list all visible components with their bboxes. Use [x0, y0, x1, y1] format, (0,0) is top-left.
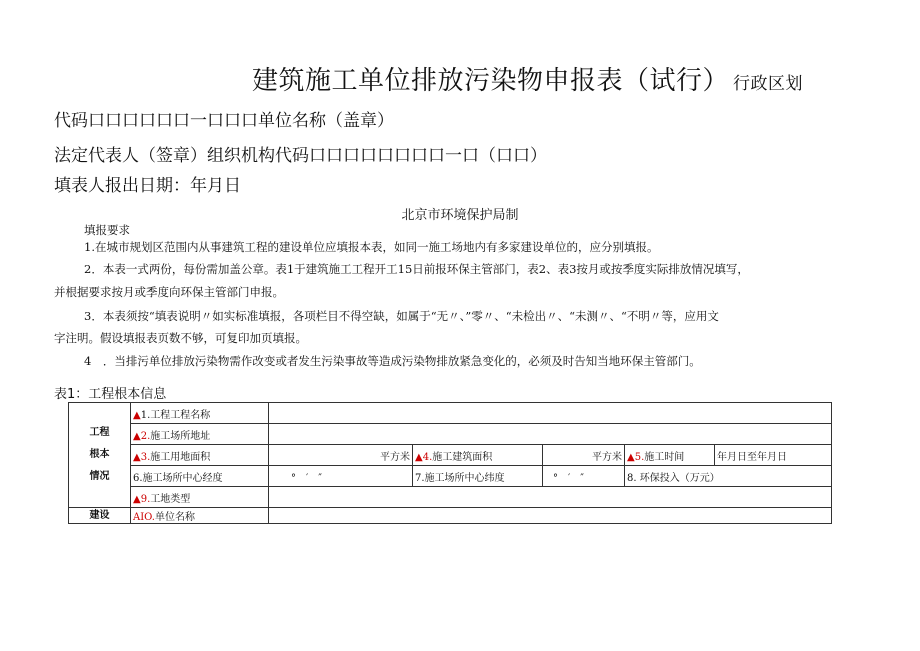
- issuing-authority: 北京市环境保护局制: [401, 208, 519, 223]
- unit-name-input[interactable]: [269, 508, 832, 524]
- field-label-unit-name: AIO.单位名称: [131, 508, 269, 524]
- field-label-project-name: ▲1.工程工程名称: [131, 403, 269, 424]
- form-title: 建筑施工单位排放污染物申报表（试行） 行政区划: [252, 66, 804, 96]
- requirement-item: 3．本表须按“填表说明〃如实标准填报，各项栏目不得空缺，如属于“无〃、”零〃、“未检出〃、“未测〃、“不明〃等，应用文: [84, 309, 719, 323]
- site-type-input[interactable]: [269, 487, 832, 508]
- header-line-representative: 法定代表人（签章）组织机构代码口口口口口口口口一口（口口）: [54, 146, 547, 166]
- header-line-code: 代码口口口口口口一口口口单位名称（盖章）: [54, 111, 394, 131]
- latitude-input[interactable]: ° ′ ″: [543, 466, 625, 487]
- project-info-table: [68, 402, 832, 524]
- requirements-heading: 填报要求: [84, 223, 130, 237]
- construction-period-input[interactable]: 年月日至年月日: [715, 445, 832, 466]
- section-label-project: 工程 根本 情况: [69, 403, 131, 508]
- build-area-input[interactable]: [543, 445, 625, 466]
- site-address-input[interactable]: [269, 424, 832, 445]
- field-label-site-address: ▲2.施工场所地址: [131, 424, 269, 445]
- field-label-land-area: ▲3.施工用地面积: [131, 445, 269, 466]
- requirement-item-continued: 字注明。假设填报表页数不够，可复印加页填报。: [54, 331, 307, 345]
- project-name-input[interactable]: [269, 403, 832, 424]
- field-label-construction-period: ▲5.施工时间: [625, 445, 715, 466]
- table-row: [69, 508, 832, 524]
- table-row: [69, 487, 832, 508]
- field-label-latitude: 7.施工场所中心纬度: [413, 466, 543, 487]
- table1-caption: 表1：工程根本信息: [54, 387, 167, 402]
- unit-label: 平方米: [380, 451, 410, 463]
- section-label-builder: 建设: [69, 508, 131, 524]
- requirement-item-continued: 并根据要求按月或季度向环保主管部门申报。: [54, 285, 284, 299]
- requirement-item: 4 ．当排污单位排放污染物需作改变或者发生污染事故等造成污染物排放紧急变化的，必须及时告知当地环保主管部门。: [84, 354, 701, 368]
- header-line-date: 填表人报出日期：年月日: [54, 176, 241, 196]
- requirement-item: 2．本表一式两份，每份需加盖公章。表1于建筑施工工程开工15日前报环保主管部门，表2、表3按月或按季度实际排放情况填写，: [84, 262, 749, 276]
- table-row: [69, 403, 832, 424]
- table-row: [69, 424, 832, 445]
- field-label-longitude: 6.施工场所中心经度: [131, 466, 269, 487]
- field-label-investment: 8. 环保投入（万元）: [625, 466, 832, 487]
- field-label-build-area: ▲4.施工建筑面积: [413, 445, 543, 466]
- requirement-item: 1.在城市规划区范围内从事建筑工程的建设单位应填报本表，如同一施工场地内有多家建设单位的，应分别填报。: [84, 240, 659, 254]
- region-label: 行政区划: [733, 74, 804, 94]
- table-row: [69, 466, 832, 487]
- land-area-input[interactable]: [269, 445, 413, 466]
- table-row: [69, 445, 832, 466]
- field-label-site-type: ▲9.工地类型: [131, 487, 269, 508]
- unit-label: 平方米: [592, 451, 622, 463]
- longitude-input[interactable]: ° ′ ″: [269, 466, 413, 487]
